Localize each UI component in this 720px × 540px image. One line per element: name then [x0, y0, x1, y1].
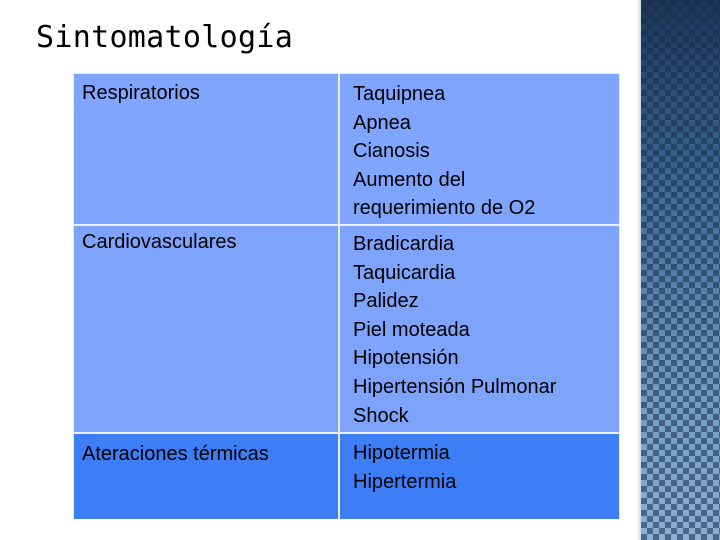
symptom-item: Shock — [353, 404, 409, 427]
category-cell — [74, 226, 340, 432]
symptom-item: Palidez — [353, 290, 419, 313]
symptom-item: Taquicardia — [353, 261, 456, 284]
symptom-item: requerimiento de O2 — [353, 197, 536, 220]
category-label: Cardiovasculares — [82, 231, 237, 253]
category-label: Respiratorios — [82, 82, 200, 104]
symptom-item: Cianosis — [353, 140, 430, 163]
category-cell — [74, 74, 340, 224]
symptom-item: Apnea — [353, 111, 411, 134]
category-cell — [74, 434, 340, 519]
table-row-respiratory — [74, 74, 619, 226]
category-label: Ateraciones térmicas — [82, 443, 269, 465]
symptom-item: Hipotermia — [353, 442, 450, 464]
table-row-cardiovascular — [74, 226, 619, 434]
symptom-item: Hipotensión — [353, 347, 459, 370]
symptoms-cell — [340, 74, 619, 224]
symptom-item: Hipertermia — [353, 470, 457, 493]
slide-title: Sintomatología — [36, 20, 294, 55]
symptom-item: Taquipnea — [353, 83, 446, 105]
decorative-side-strip — [641, 0, 720, 540]
table-row-thermal — [74, 434, 619, 519]
symptom-item: Hipertensión Pulmonar — [353, 375, 557, 398]
symptoms-cell — [340, 434, 619, 519]
symptom-item: Piel moteada — [353, 318, 470, 341]
symptom-item: Aumento del — [353, 168, 466, 191]
symptoms-cell — [340, 226, 619, 432]
symptom-item: Bradicardia — [353, 233, 455, 255]
symptoms-table — [73, 73, 620, 519]
